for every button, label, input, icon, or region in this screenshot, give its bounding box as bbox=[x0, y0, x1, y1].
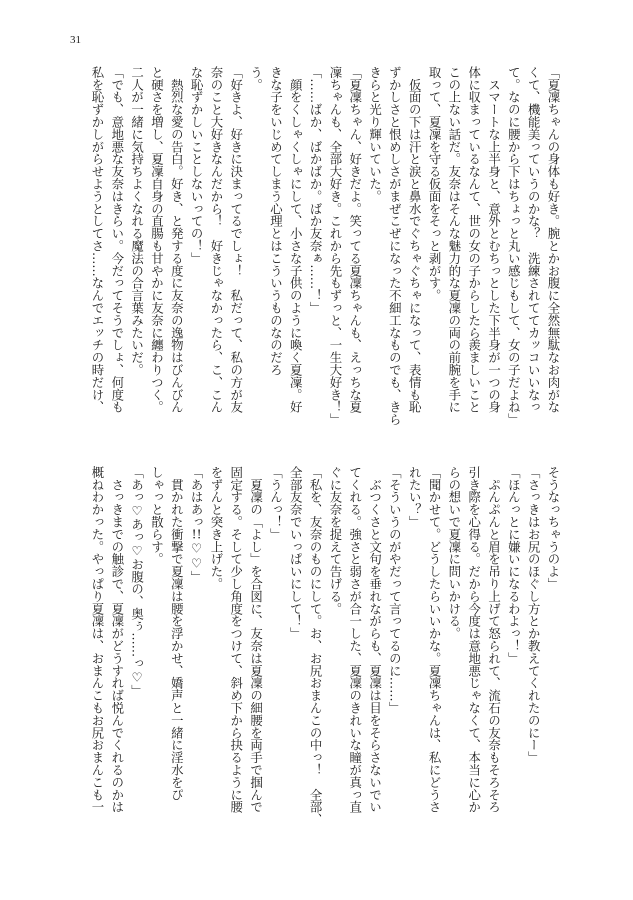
text-column: 仮面の下は汗と涙と鼻水でぐちゃぐちゃになって、表情も恥 bbox=[407, 66, 423, 414]
text-column: しゃっと散らす。 bbox=[149, 466, 165, 566]
text-column: て。なのに腰から下はちょっと丸い感じもして、女の子だよね」 bbox=[506, 66, 522, 426]
text-column: 奈のこと大好きなんだから！ 好きじゃなかったら、こ、こん bbox=[208, 66, 224, 414]
text-column: 全部友奈でいっぱいにして！」 bbox=[288, 466, 304, 640]
text-column: 「夏凜ちゃん、好きだよ。笑ってる夏凜ちゃんも、えっちな夏 bbox=[347, 66, 363, 414]
text-column: 「……ばか、ばかばか。ばか友奈ぁ……！」 bbox=[308, 66, 324, 314]
text-column: 「ほんっとに嫌いになるわよっ！」 bbox=[506, 466, 522, 665]
text-column: 「うんっ！」 bbox=[268, 466, 284, 541]
text-column: 「聞かせて。どうしたらいいかな。夏凜ちゃんは、私にどうさ bbox=[427, 466, 443, 814]
text-column: くて、機能美っていうのかな？ 洗練されててカッコいいなっ bbox=[526, 66, 542, 414]
text-column: れたい？」 bbox=[407, 466, 423, 528]
text-column: さっきまでの触診で、夏凜がどうすれば悦んでくれるのかは bbox=[109, 466, 125, 814]
upper-text-block bbox=[87, 66, 563, 428]
text-column: ぐに友奈を捉えて告げる。 bbox=[327, 466, 343, 615]
text-column: ぷんぷんと眉を吊り上げて怒られて、流石の友奈もそろそろ bbox=[486, 466, 502, 814]
text-column: 「あっ♡あっ♡お腹の、奥ぅ……っ♡」 bbox=[129, 466, 145, 697]
text-column: きな子をいじめてしまう心理とはこういうものなのだろ bbox=[268, 66, 284, 376]
text-column: 二人が一緒に気持ちよくなれる魔法の合言葉みたいだ。 bbox=[129, 66, 145, 376]
text-column: 「さっきはお尻のほぐし方とか教えてくれたのにー」 bbox=[526, 466, 542, 764]
text-column: 体に収まっているなんて、世の女の子からしたら羨ましいこと bbox=[466, 66, 482, 414]
text-column: 取って、夏凜を守る仮面をそっと剥がす。 bbox=[427, 66, 443, 302]
text-column: 固定する。そして少し角度をつけて、斜め下から抉るように腰 bbox=[228, 466, 244, 814]
text-column: 「でも、意地悪な友奈はきらい。今だってそうでしょ、何度も bbox=[109, 66, 125, 414]
text-column: らの想いで夏凜に問いかける。 bbox=[446, 466, 462, 640]
text-column: 「好きよ、好きに決まってるでしょ！ 私だって、私の方が友 bbox=[228, 66, 244, 414]
text-column: 「私を、友奈のものにして。お、お尻おまんこの中っ！ 全部、 bbox=[308, 466, 324, 826]
text-column: ずかしさと恨めしさがまぜこぜになった不細工なものでも、きら bbox=[387, 66, 403, 426]
text-column: そうなっちゃうのよ」 bbox=[546, 466, 561, 590]
text-column: てくれる。強さと弱さが合一した、夏凜のきれいな瞳が真っ直 bbox=[347, 466, 363, 814]
text-column: 凜ちゃんも、全部大好き。これから先もずっと、一生大好き！」 bbox=[327, 66, 343, 426]
page-number: 31 bbox=[70, 34, 81, 46]
text-column: をずんと突き上げた。 bbox=[208, 466, 224, 590]
text-column: 「夏凜ちゃんの身体も好き。腕とかお腹に全然無駄なお肉がな bbox=[546, 66, 561, 414]
text-column: ぶつくさと文句を垂れながらも、夏凜は目をそらさないでい bbox=[367, 466, 383, 814]
text-column: な恥ずかしいことしないっての！」 bbox=[189, 66, 205, 265]
text-column: 「あはあっ!!♡♡」 bbox=[189, 466, 205, 583]
text-column: と硬さを増し、夏凜自身の直腸も甘やかに友奈に纏わりつく。 bbox=[149, 66, 165, 414]
text-column: 「そういうのがやだって言ってるのに……」 bbox=[387, 466, 403, 714]
text-column: う。 bbox=[248, 66, 264, 91]
text-column: 顔をくしゃくしゃにして、小さな子供のように喚く夏凜。好 bbox=[288, 66, 304, 414]
text-column: 貫かれた衝撃で夏凜は腰を浮かせ、嬌声と一緒に淫水をぴ bbox=[169, 466, 185, 801]
text-column: この上ない話だ。友奈はそんな魅力的な夏凜の両の前腕を手に bbox=[446, 66, 462, 414]
text-column: 私を恥ずかしがらせようとしてさ……なんでエッチの時だけ、 bbox=[89, 66, 105, 414]
text-column: スマートな上半身と、意外とむちっとした下半身が一つの身 bbox=[486, 66, 502, 414]
text-column: 引き際を心得る。だから今度は意地悪じゃなくて、本当に心か bbox=[466, 466, 482, 814]
text-column: 熱烈な愛の告白。好き、と発する度に友奈の逸物はびんびん bbox=[169, 66, 185, 414]
text-column: 夏凜の「よし」を合図に、友奈は夏凜の細腰を両手で掴んで bbox=[248, 466, 264, 814]
text-column: きらと光り輝いていた。 bbox=[367, 66, 383, 203]
lower-text-block bbox=[87, 466, 563, 828]
text-column: 概ねわかった。やっぱり夏凜は、おまんこもお尻おまんこも一 bbox=[89, 466, 105, 814]
